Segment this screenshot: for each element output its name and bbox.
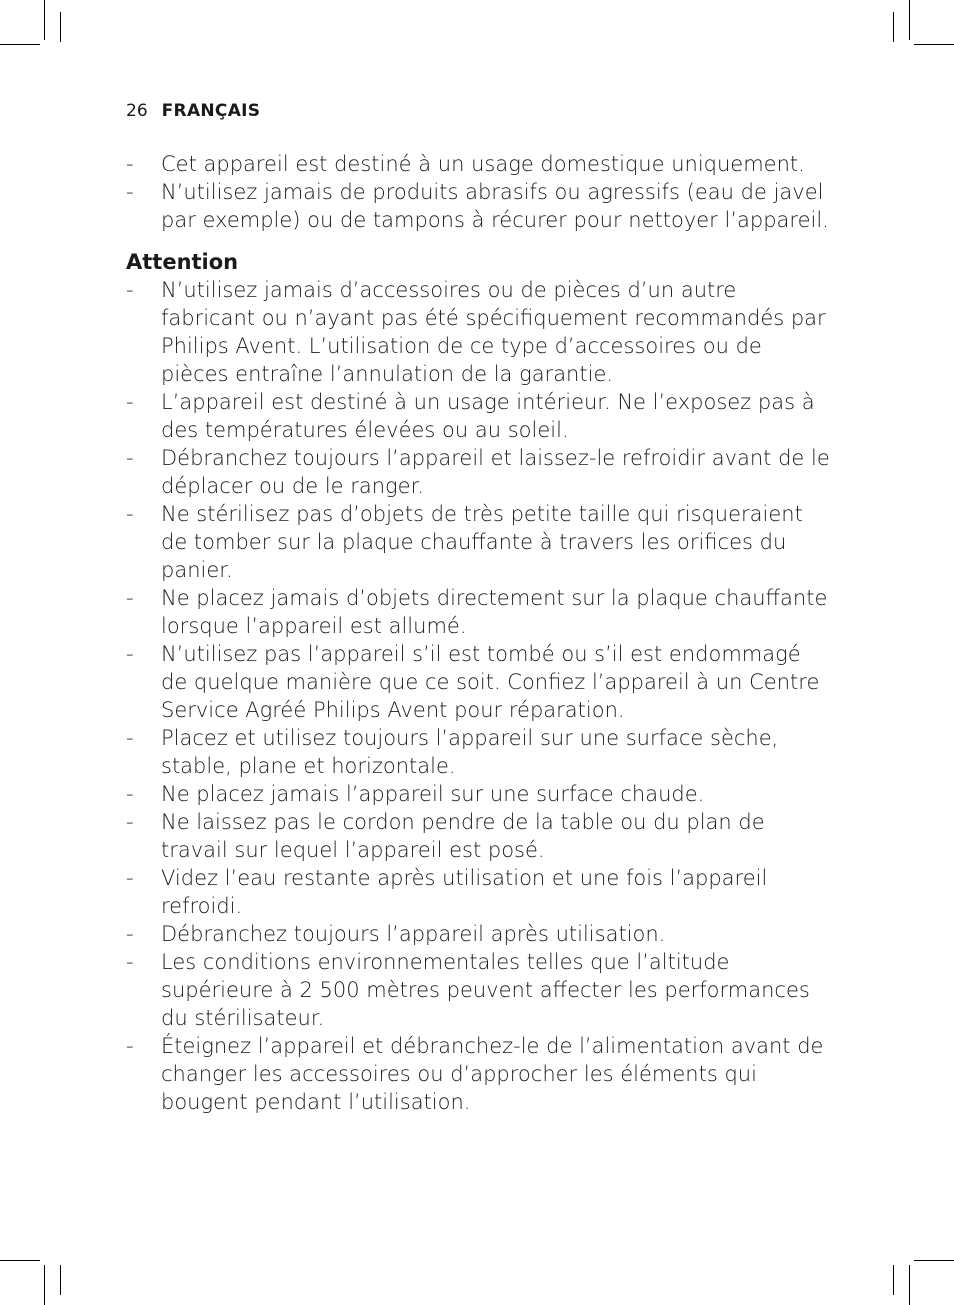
list-item (126, 724, 830, 780)
list-item (126, 920, 830, 948)
bullet-dash: - (126, 922, 134, 946)
bullet-dash: - (126, 180, 134, 204)
intro-list (126, 150, 830, 234)
crop-mark (914, 44, 954, 45)
crop-mark (909, 0, 910, 40)
list-item (126, 948, 830, 1032)
bullet-dash: - (126, 866, 134, 890)
crop-mark (893, 12, 894, 42)
list-item-text: N’utilisez pas l’appareil s’il est tombé ou s’il est endommagé de quelque manière que ce soit. Confiez l’appareil à un Centre Service Agréé Philips Avent pour réparation. (161, 642, 820, 722)
list-item-text: N’utilisez jamais d’accessoires ou de pièces d’un autre fabricant ou n’ayant pas été spécifiquement recommandés par Philips Avent. L’utilisation de ce type d’accessoires ou de pièces entraîne l’annulation de la garantie. (161, 278, 826, 386)
bullet-dash: - (126, 278, 134, 302)
list-item-text: Les conditions environnementales telles que l’altitude supérieure à 2 500 mètres peuvent affecter les performances du stérilisateur. (161, 950, 810, 1030)
attention-list (126, 276, 830, 1116)
crop-mark (0, 44, 40, 45)
page-number: 26 (126, 101, 148, 121)
list-item-text: Videz l’eau restante après utilisation et une fois l’appareil refroidi. (161, 866, 768, 918)
list-item-text: Débranchez toujours l’appareil et laissez-le refroidir avant de le déplacer ou de le ranger. (161, 446, 830, 498)
list-item (126, 640, 830, 724)
document-body (126, 150, 830, 1116)
list-item-text: Ne placez jamais l’appareil sur une surface chaude. (161, 782, 705, 806)
crop-mark (893, 1265, 894, 1295)
list-item-text: Ne stérilisez pas d’objets de très petite taille qui risqueraient de tomber sur la plaque chauffante à travers les orifices du panier. (161, 502, 803, 582)
bullet-dash: - (126, 782, 134, 806)
bullet-dash: - (126, 726, 134, 750)
bullet-dash: - (126, 1034, 134, 1058)
list-item-text: Débranchez toujours l’appareil après utilisation. (161, 922, 666, 946)
crop-mark (914, 1260, 954, 1261)
crop-mark (0, 1260, 40, 1261)
crop-mark (60, 1265, 61, 1295)
list-item-text: Cet appareil est destiné à un usage domestique uniquement. (161, 152, 805, 176)
list-item (126, 276, 830, 388)
bullet-dash: - (126, 152, 134, 176)
crop-mark (60, 12, 61, 42)
list-item-text: L’appareil est destiné à un usage intérieur. Ne l’exposez pas à des températures élevées ou au soleil. (161, 390, 815, 442)
list-item (126, 444, 830, 500)
list-item (126, 388, 830, 444)
list-item-text: Éteignez l’appareil et débranchez-le de l’alimentation avant de changer les accessoires ou d’approcher les éléments qui bougent pendant l’utilisation. (161, 1034, 824, 1114)
page-header (126, 100, 260, 122)
list-item (126, 178, 830, 234)
bullet-dash: - (126, 642, 134, 666)
crop-mark (44, 1265, 45, 1305)
list-item (126, 500, 830, 584)
crop-mark (909, 1265, 910, 1305)
bullet-dash: - (126, 950, 134, 974)
language-label: FRANÇAIS (161, 101, 261, 121)
section-title-attention: Attention (126, 250, 239, 274)
list-item (126, 1032, 830, 1116)
list-item-text: Ne placez jamais d’objets directement sur la plaque chauffante lorsque l’appareil est allumé. (161, 586, 828, 638)
list-item (126, 808, 830, 864)
bullet-dash: - (126, 810, 134, 834)
list-item-text: Placez et utilisez toujours l’appareil sur une surface sèche, stable, plane et horizontale. (161, 726, 779, 778)
list-item (126, 150, 830, 178)
bullet-dash: - (126, 446, 134, 470)
list-item-text: Ne laissez pas le cordon pendre de la table ou du plan de travail sur lequel l’appareil est posé. (161, 810, 765, 862)
list-item (126, 584, 830, 640)
crop-mark (44, 0, 45, 40)
list-item-text: N’utilisez jamais de produits abrasifs ou agressifs (eau de javel par exemple) ou de tampons à récurer pour nettoyer l’appareil. (161, 180, 829, 232)
bullet-dash: - (126, 502, 134, 526)
bullet-dash: - (126, 586, 134, 610)
list-item (126, 864, 830, 920)
list-item (126, 780, 830, 808)
bullet-dash: - (126, 390, 134, 414)
